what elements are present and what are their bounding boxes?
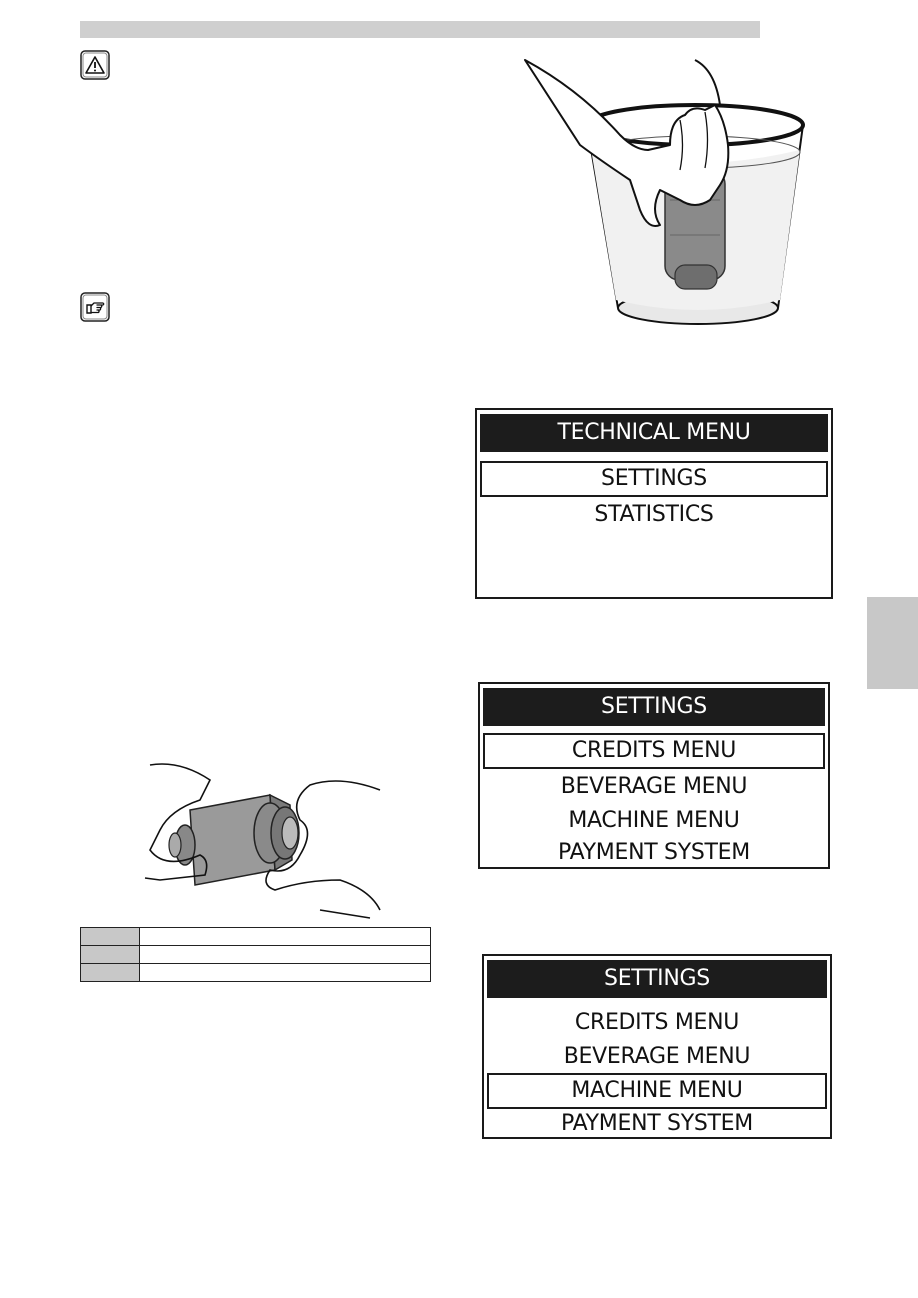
lcd-technical-menu (475, 408, 833, 599)
table-cell-value (140, 964, 431, 982)
table-row (81, 928, 431, 946)
page-header-bar (80, 21, 760, 38)
filter-soaking-illustration (520, 50, 820, 340)
menu-item-machine[interactable]: MACHINE MENU (568, 808, 740, 833)
filter-table (80, 927, 431, 982)
menu-item-machine[interactable]: MACHINE MENU (487, 1073, 827, 1109)
menu-item-payment[interactable]: PAYMENT SYSTEM (558, 840, 750, 865)
menu-item-beverage[interactable]: BEVERAGE MENU (563, 1044, 751, 1069)
lcd-title: TECHNICAL MENU (480, 414, 828, 452)
table-cell-value (140, 946, 431, 964)
menu-item-credits[interactable]: CREDITS MENU (574, 1010, 740, 1035)
lcd-title: SETTINGS (483, 688, 825, 726)
table-cell-key (81, 964, 140, 982)
table-cell-key (81, 928, 140, 946)
menu-item-payment[interactable]: PAYMENT SYSTEM (561, 1111, 753, 1136)
lcd-settings-credits-selected (478, 682, 830, 869)
pointing-hand-icon (80, 292, 110, 322)
chapter-side-tab (867, 597, 918, 689)
table-cell-value (140, 928, 431, 946)
table-row (81, 946, 431, 964)
lcd-title: SETTINGS (487, 960, 827, 998)
menu-item-settings[interactable]: SETTINGS (480, 461, 828, 497)
table-cell-key (81, 946, 140, 964)
table-row (81, 964, 431, 982)
menu-item-statistics[interactable]: STATISTICS (594, 502, 714, 527)
lcd-settings-machine-selected (482, 954, 832, 1139)
warning-triangle-icon (80, 50, 110, 80)
menu-item-beverage[interactable]: BEVERAGE MENU (560, 774, 748, 799)
filter-cartridge-illustration (140, 760, 390, 920)
menu-item-credits[interactable]: CREDITS MENU (483, 733, 825, 769)
